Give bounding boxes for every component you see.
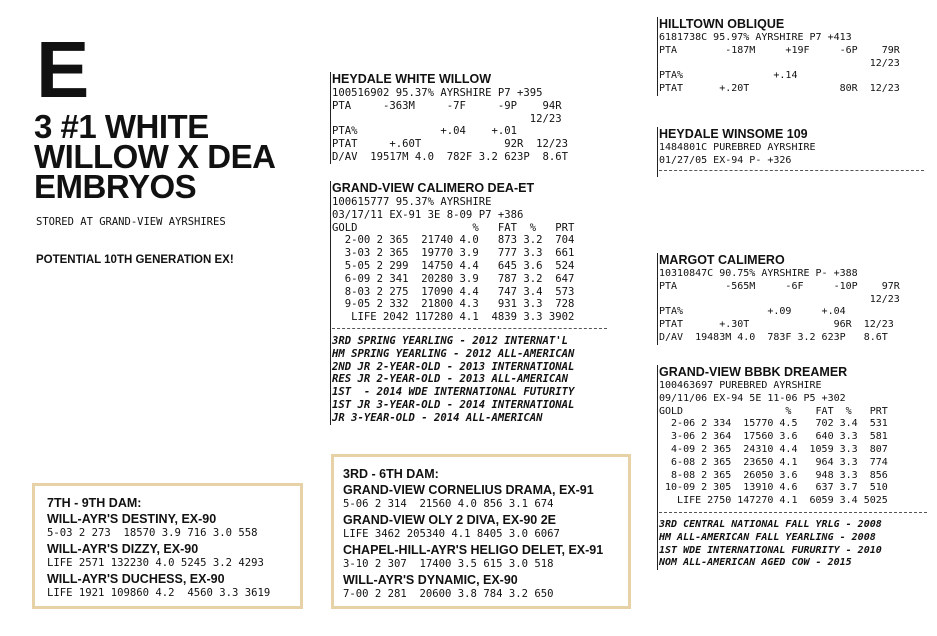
dam-record-life: LIFE 2042 117280 4.1 4839 3.3 3902: [332, 311, 575, 324]
headline-line-1: 3 #1 WHITE: [34, 108, 209, 145]
ancestor-stats: 5-06 2 314 21560 4.0 856 3.1 674: [343, 498, 554, 510]
dam-record-row: 2-00 2 365 21740 4.0 873 3.2 704: [332, 234, 575, 247]
dam-sire-line: PTAT +.30T 96R 12/23: [659, 319, 894, 331]
sire-line: D/AV 19517M 4.0 782F 3.2 623P 8.6T: [332, 150, 568, 163]
headline-line-2: WILLOW X DEA: [34, 138, 276, 175]
dam-record-row: 5-05 2 299 14750 4.4 645 3.6 524: [332, 259, 575, 272]
dam-name: GRAND-VIEW CALIMERO DEA-ET: [332, 181, 535, 195]
dam-dam-record-header: GOLD % FAT % PRT: [659, 405, 888, 417]
ancestor-name: CHAPEL-HILL-AYR'S HELIGO DELET, EX-91: [343, 543, 604, 557]
dam-dam-record-row: 3-06 2 364 17560 3.6 640 3.3 581: [659, 431, 888, 443]
ancestor-stats: LIFE 3462 205340 4.1 8405 3.0 6067: [343, 528, 560, 540]
ancestor-name: GRAND-VIEW OLY 2 DIVA, EX-90 2E: [343, 513, 557, 527]
dam-sire-block: [657, 253, 924, 345]
sire-line: 100516902 95.37% AYRSHIRE P7 +395: [332, 87, 543, 99]
dam-dam-line: 100463697 PUREBRED AYRSHIRE: [659, 380, 822, 391]
box-title: 7TH - 9TH DAM:: [47, 496, 142, 510]
dam-dam-record-row: 10-09 2 305 13910 4.6 637 3.7 510: [659, 482, 888, 494]
sire-block: [330, 72, 602, 164]
dam-record-row: 3-03 2 365 19770 3.9 777 3.3 661: [332, 247, 575, 260]
dam-line: 100615777 95.37% AYRSHIRE: [332, 196, 492, 208]
sire-sire-line: PTA% +.14: [659, 70, 798, 82]
divider: [659, 512, 927, 513]
dam-dam-record-row: 2-06 2 334 15770 4.5 702 3.4 531: [659, 418, 888, 430]
dam-award: 1ST JR 3-YEAR-OLD - 2014 INTERNATIONAL: [332, 398, 575, 411]
sire-line: PTA% +.04 +.01: [332, 125, 517, 138]
dam-dam-award: NOM ALL-AMERICAN AGED COW - 2015: [659, 557, 852, 569]
ancestor-name: WILL-AYR'S DESTINY, EX-90: [47, 512, 217, 526]
dam-award: RES JR 2-YEAR-OLD - 2013 ALL-AMERICAN: [332, 373, 568, 386]
divider: [332, 328, 607, 329]
divider: [659, 170, 924, 171]
stored-note: STORED AT GRAND-VIEW AYRSHIRES: [36, 216, 226, 228]
sire-sire-line: 6181738C 95.97% AYRSHIRE P7 +413: [659, 32, 852, 43]
headline-line-3: EMBRYOS: [34, 168, 197, 205]
box-title: 3RD - 6TH DAM:: [343, 467, 439, 481]
ancestor-stats: LIFE 2571 132230 4.0 5245 3.2 4293: [47, 557, 264, 569]
sire-dam-name: HEYDALE WINSOME 109: [659, 127, 808, 141]
dam-dam-award: 3RD CENTRAL NATIONAL FALL YRLG - 2008: [659, 518, 882, 530]
dam-line: 03/17/11 EX-91 3E 8-09 P7 +386: [332, 208, 524, 221]
sire-sire-block: [657, 17, 924, 96]
sire-line: PTAT +.60T 92R 12/23: [332, 138, 568, 151]
box-3rd-6th-dam: [331, 454, 631, 609]
ancestor-name: GRAND-VIEW CORNELIUS DRAMA, EX-91: [343, 483, 594, 497]
ancestor-name: WILL-AYR'S DYNAMIC, EX-90: [343, 573, 518, 587]
dam-sire-line: PTA% +.09 +.04: [659, 306, 846, 318]
box-7th-9th-dam: [32, 483, 303, 609]
headline: [34, 108, 314, 205]
dam-dam-record-row: 8-08 2 365 26050 3.6 948 3.3 856: [659, 469, 888, 481]
sire-line: PTA -363M -7F -9P 94R: [332, 99, 562, 112]
dam-award: 1ST - 2014 WDE INTERNATIONAL FUTURITY: [332, 386, 575, 399]
dam-sire-line: PTA -565M -6F -10P 97R: [659, 280, 900, 292]
ancestor-stats: 7-00 2 281 20600 3.8 784 3.2 650: [343, 588, 554, 600]
ancestor-stats: LIFE 1921 109860 4.2 4560 3.3 3619: [47, 587, 271, 599]
dam-sire-line: 10310847C 90.75% AYRSHIRE P- +388: [659, 268, 858, 279]
dam-sire-name: MARGOT CALIMERO: [659, 253, 785, 267]
sire-dam-block: [657, 127, 924, 177]
sire-line: 12/23: [332, 112, 562, 125]
sire-name: HEYDALE WHITE WILLOW: [332, 72, 492, 86]
ancestor-name: WILL-AYR'S DIZZY, EX-90: [47, 542, 199, 556]
dam-award: HM SPRING YEARLING - 2012 ALL-AMERICAN: [332, 347, 575, 360]
lot-letter: E: [36, 25, 88, 114]
dam-dam-record-life: LIFE 2750 147270 4.1 6059 3.4 5025: [659, 495, 888, 507]
potential-note: POTENTIAL 10TH GENERATION EX!: [36, 254, 234, 266]
sire-sire-line: 12/23: [659, 57, 900, 69]
dam-dam-block: [657, 365, 927, 570]
dam-dam-award: HM ALL-AMERICAN FALL YEARLING - 2008: [659, 531, 876, 543]
sire-sire-name: HILLTOWN OBLIQUE: [659, 17, 785, 31]
dam-dam-award: 1ST WDE INTERNATIONAL FURURITY - 2010: [659, 544, 882, 556]
ancestor-name: WILL-AYR'S DUCHESS, EX-90: [47, 572, 225, 586]
dam-sire-line: 12/23: [659, 293, 900, 305]
dam-dam-record-row: 4-09 2 365 24310 4.4 1059 3.3 807: [659, 443, 888, 455]
dam-record-row: 6-09 2 341 20280 3.9 787 3.2 647: [332, 272, 575, 285]
ancestor-stats: 5-03 2 273 18570 3.9 716 3.0 558: [47, 527, 258, 539]
dam-dam-record-row: 6-08 2 365 23650 4.1 964 3.3 774: [659, 456, 888, 468]
dam-award: 2ND JR 2-YEAR-OLD - 2013 INTERNATIONAL: [332, 360, 575, 373]
dam-award: JR 3-YEAR-OLD - 2014 ALL-AMERICAN: [332, 411, 543, 424]
sire-dam-line: 1484801C PUREBRED AYRSHIRE: [659, 142, 816, 153]
dam-dam-line: 09/11/06 EX-94 5E 11-06 P5 +302: [659, 392, 846, 404]
dam-sire-line: D/AV 19483M 4.0 783F 3.2 623P 8.6T: [659, 331, 888, 343]
dam-record-row: 8-03 2 275 17090 4.4 747 3.4 573: [332, 285, 575, 298]
ancestor-stats: 3-10 2 307 17400 3.5 615 3.0 518: [343, 558, 554, 570]
dam-block: [330, 181, 607, 425]
sire-sire-line: PTA -187M +19F -6P 79R: [659, 44, 900, 56]
dam-record-row: 9-05 2 332 21800 4.3 931 3.3 728: [332, 298, 575, 311]
dam-dam-name: GRAND-VIEW BBBK DREAMER: [659, 365, 848, 379]
dam-award: 3RD SPRING YEARLING - 2012 INTERNAT'L: [332, 334, 568, 347]
sire-sire-line: PTAT +.20T 80R 12/23: [659, 83, 900, 95]
sire-dam-line: 01/27/05 EX-94 P- +326: [659, 154, 792, 166]
dam-record-header: GOLD % FAT % PRT: [332, 221, 575, 234]
